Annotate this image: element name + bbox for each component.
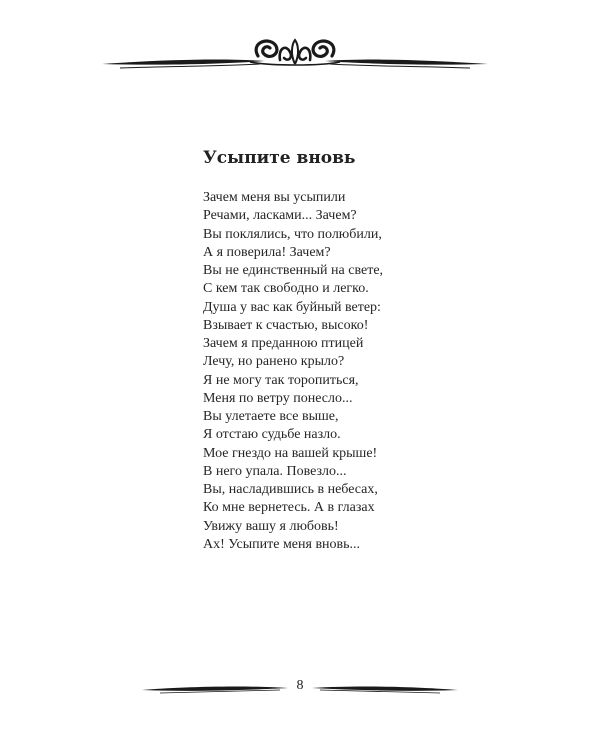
poem-line: Вы улетаете все выше,: [203, 409, 339, 424]
poem-line: Зачем я преданною птицей: [203, 336, 364, 351]
poem-line: Лечу, но ранено крыло?: [203, 354, 345, 370]
poem: [203, 144, 443, 554]
poem-line: В него упала. Повезло...: [203, 463, 347, 479]
poem-stanza: [203, 189, 443, 554]
poem-line: Увижу вашу я любовь!: [203, 518, 339, 534]
poem-line: Мое гнездо на вашей крыше!: [203, 445, 378, 461]
poem-line: Речами, ласками... Зачем?: [203, 208, 357, 224]
poem-line: Ко мне вернетесь. А в глазах: [203, 500, 375, 516]
poem-line: А я поверила! Зачем?: [203, 244, 331, 260]
poem-line: Я не могу так торопиться,: [203, 372, 359, 388]
poem-line: Ах! Усыпите меня вновь...: [203, 536, 361, 552]
poem-title: Усыпите вновь: [203, 148, 356, 168]
poem-line: Меня по ветру понесло...: [203, 390, 353, 406]
poem-line: Зачем меня вы усыпили: [203, 190, 346, 205]
poem-line: Вы, насладившись в небесах,: [203, 482, 378, 497]
page-number: 8: [296, 678, 304, 693]
poem-line: Я отстаю судьбе назло.: [203, 427, 341, 443]
poem-line: Душа у вас как буйный ветер:: [203, 299, 381, 315]
poem-line: Вы поклялись, что полюбили,: [203, 226, 382, 242]
poem-line: С кем так свободно и легко.: [203, 281, 369, 297]
top-scroll-ornament: [100, 30, 490, 80]
poem-line: Взывает к счастью, высоко!: [203, 317, 369, 333]
poem-line: Вы не единственный на свете,: [203, 263, 384, 278]
